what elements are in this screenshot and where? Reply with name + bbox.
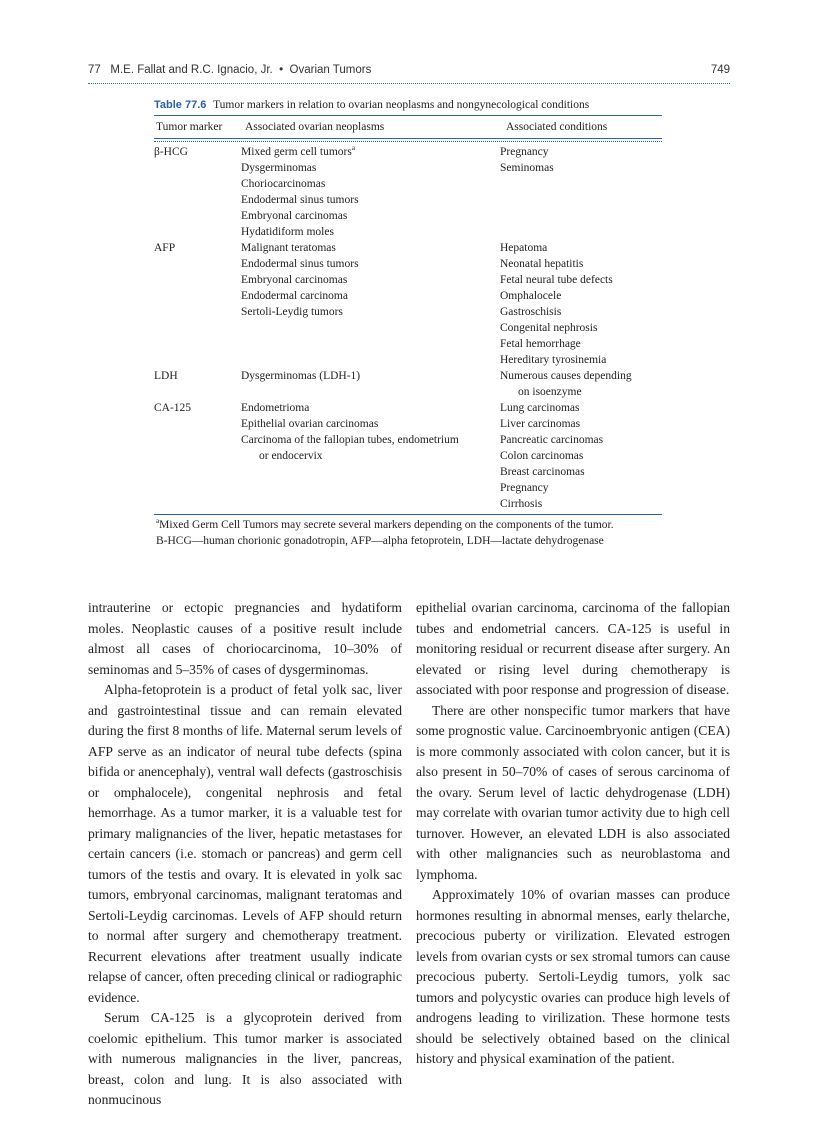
neoplasms-cell: Dysgerminomas (LDH-1) (241, 370, 361, 382)
table-abbreviations: B-HCG—human chorionic gonadotropin, AFP—alpha fetoprotein, LDH—lactate dehydrogenase (156, 535, 604, 547)
tumor-marker-table-body (154, 144, 662, 512)
footnote-mark: a (156, 517, 160, 526)
paragraph: epithelial ovarian carcinoma, carcinoma of the fallopian tubes and endometrial cancers. CA-125 is useful in monitoring residual or recurrent disease after surgery. An elevated or rising level during chemotherapy is associated with poor response and progression of disease. (416, 600, 730, 697)
paragraph: Serum CA-125 is a glycoprotein derived from coelomic epithelium. This tumor marker is associated with numerous malignancies in the liver, pancreas, breast, colon and lung. It is also associated with nonmucinous (88, 1010, 402, 1107)
running-head-title: 77 M.E. Fallat and R.C. Ignacio, Jr. • Ovarian Tumors (88, 64, 372, 76)
paragraph: Alpha-fetoprotein is a product of fetal yolk sac, liver and gastrointestinal tissue and can remain elevated during the first 8 months of life. Maternal serum levels of AFP serve as an indicator of neural tube defects (spina bifida or anencephaly), ventral wall defects (gastroschisis or omphalocele), congenital nephrosis and fetal hemorrhage. As a tumor marker, it is a valuable test for primary malignancies of the liver, hepatic metastases for certain cancers (i.e. stomach or pancreas) and germ cell tumors of the testis and ovary. It is elevated in yolk sac tumors, embryonal carcinomas, malignant teratomas and Sertoli-Leydig carcinomas. Levels of AFP should return to normal after surgery and chemotherapy treatment. Recurrent elevations after treatment usually indicate relapse of cancer, often preceding clinical or radiographic evidence. (88, 682, 402, 1005)
table-label: Table 77.6 (154, 99, 207, 111)
paragraph: intrauterine or ectopic pregnancies and hydatiform moles. Neoplastic causes of a positive result include almost all cases of choriocarcinoma, 10–30% of seminomas and 5–35% of cases of dysgerminomas. (88, 600, 402, 677)
column-header: Associated ovarian neoplasms (245, 121, 385, 133)
page-number: 749 (710, 64, 730, 76)
table-header-rule (154, 138, 662, 139)
conditions-cell: Numerous causes depending on isoenzyme (500, 370, 632, 398)
tumor-marker-cell: LDH (154, 370, 178, 382)
table-caption (154, 99, 662, 111)
running-head (88, 64, 730, 76)
body-text (88, 598, 730, 1111)
table-row (154, 240, 662, 368)
tumor-marker-cell: CA-125 (154, 402, 192, 414)
table-row (154, 400, 662, 512)
conditions-cell: Lung carcinomas Liver carcinomas Pancreatic carcinomas Colon carcinomas Breast carcinomas Pregnancy Cirrhosis (500, 402, 604, 510)
column-header: Tumor marker (156, 121, 223, 133)
column-header: Associated conditions (506, 121, 608, 133)
tumor-marker-table-block (154, 99, 662, 549)
table-bottom-rule (154, 514, 662, 515)
left-column (88, 598, 402, 1111)
conditions-cell: Pregnancy Seminomas (500, 146, 554, 174)
neoplasms-cell: Endometrioma Epithelial ovarian carcinomas Carcinoma of the fallopian tubes, endometrium or endocervix (241, 402, 459, 462)
tumor-marker-cell: AFP (154, 242, 176, 254)
paragraph: Approximately 10% of ovarian masses can produce hormones resulting in abnormal menses, early thelarche, precocious puberty or virilization. Elevated estrogen levels from ovarian cysts or sex stromal tumors can cause precocious puberty. Sertoli-Leydig tumors, yolk sac tumors and polycystic ovaries can produce high levels of androgens leading to virilization. These hormone tests should be selectively obtained based on the clinical history and physical examination of the patient. (416, 887, 730, 1066)
table-row (154, 368, 662, 400)
table-footnote: $^a$Mixed Germ Cell Tumors may secrete several markers depending on the components of the tumor. B-HCG—human chorionic gonadotropin, AFP—alpha fetoprotein, LDH—lactate dehydrogenase (154, 517, 662, 549)
tumor-marker-cell: β-HCG (154, 146, 188, 158)
table-title: Tumor markers in relation to ovarian neoplasms and nongynecological conditions (213, 99, 590, 111)
paragraph: There are other nonspecific tumor markers that have some prognostic value. Carcinoembryonic antigen (CEA) is more commonly associated with colon cancer, but it is also present in 50–70% of cases of serous carcinoma of the ovary. Serum level of lactic dehydrogenase (LDH) may correlate with ovarian tumor activity due to high cell turnover. However, an elevated LDH is also associated with other malignancies such as neuroblastoma and lymphoma. (416, 702, 730, 882)
footnote-mark: a (351, 144, 355, 153)
neoplasms-cell: Malignant teratomas Endodermal sinus tumors Embryonal carcinomas Endodermal carcinoma Sertoli-Leydig tumors (241, 242, 359, 318)
tumor-marker-table (154, 116, 662, 138)
header-rule (88, 83, 730, 84)
table-header-row (154, 116, 662, 138)
table-header-dotted-rule (154, 141, 662, 142)
conditions-cell: Hepatoma Neonatal hepatitis Fetal neural tube defects Omphalocele Gastroschisis Congenital nephrosis Fetal hemorrhage Hereditary tyrosinemia (500, 242, 613, 366)
table-row (154, 144, 662, 240)
neoplasms-cell: Mixed germ cell tumors$^a$ Dysgerminomas Choriocarcinomas Endodermal sinus tumors Embryonal carcinomas Hydatidiform moles (241, 144, 359, 238)
right-column (416, 598, 730, 1111)
